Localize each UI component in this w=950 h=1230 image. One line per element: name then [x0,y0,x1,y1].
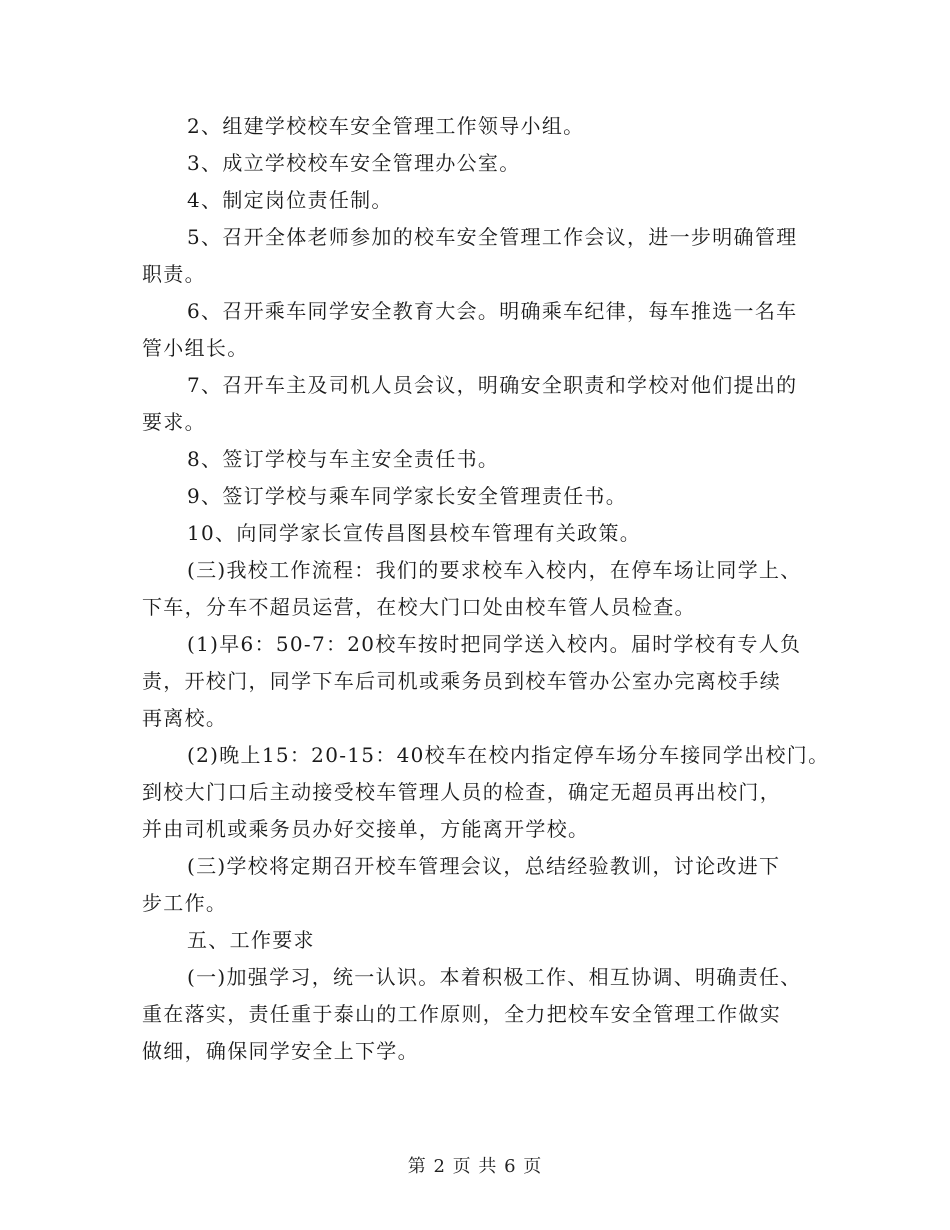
paragraph-line: 4、制定岗位责任制。 [187,188,393,212]
paragraph-item-10 [0,515,950,552]
paragraph-line: (三)学校将定期召开校车管理会议，总结经验教训，讨论改进下 [187,854,781,878]
paragraph-item-7 [0,367,950,441]
paragraph-line: 做细，确保同学安全上下学。 [142,1039,419,1063]
paragraph-line: (一)加强学习，统一认识。本着积极工作、相互协调、明确责任、 [187,965,802,989]
paragraph-line: 再离校。 [142,706,228,730]
paragraph-study [0,959,950,1070]
paragraph-line: 8、签订学校与车主安全责任书。 [187,447,500,471]
paragraph-line: 要求。 [142,410,206,434]
paragraph-item-8 [0,441,950,478]
paragraph-workflow [0,552,950,626]
paragraph-morning [0,626,950,737]
paragraph-line: 步工作。 [142,891,228,915]
paragraph-line: 管小组长。 [142,336,249,360]
paragraph-line: 责，开校门，同学下车后司机或乘务员到校车管办公室办完离校手续 [142,669,781,693]
paragraph-item-4 [0,182,950,219]
paragraph-line: 职责。 [142,262,206,286]
paragraph-line: 5、召开全体老师参加的校车安全管理工作会议，进一步明确管理 [187,225,798,249]
paragraph-line: 下车，分车不超员运营，在校大门口处由校车管人员检查。 [142,595,696,619]
paragraph-line: 9、签订学校与乘车同学家长安全管理责任书。 [187,484,628,508]
paragraph-item-6 [0,293,950,367]
paragraph-line: (1)早6：50-7：20校车按时把同学送入校内。届时学校有专人负 [187,632,802,656]
section-heading: 五、工作要求 [187,928,315,952]
page-number-footer: 第 2 页 共 6 页 [407,1156,543,1177]
paragraph-line: 到校大门口后主动接受校车管理人员的检查，确定无超员再出校门， [142,780,781,804]
paragraph-item-2 [0,108,950,145]
paragraph-line: 2、组建学校校车安全管理工作领导小组。 [187,114,585,138]
paragraph-evening [0,737,950,848]
paragraph-line: (三)我校工作流程：我们的要求校车入校内，在停车场让同学上、 [187,558,802,582]
paragraph-line: 10、向同学家长宣传昌图县校车管理有关政策。 [187,521,642,545]
paragraph-line: 重在落实，责任重于泰山的工作原则，全力把校车安全管理工作做实 [142,1002,781,1026]
paragraph-item-9 [0,478,950,515]
paragraph-line: 6、召开乘车同学安全教育大会。明确乘车纪律，每车推选一名车 [187,299,798,323]
paragraph-line: 3、成立学校校车安全管理办公室。 [187,151,521,175]
paragraph-item-5 [0,219,950,293]
paragraph-line: 7、召开车主及司机人员会议，明确安全职责和学校对他们提出的 [187,373,798,397]
paragraph-line: (2)晚上15：20-15：40校车在校内指定停车场分车接同学出校门。 [187,743,830,767]
paragraph-line: 并由司机或乘务员办好交接单，方能离开学校。 [142,817,590,841]
paragraph-item-3 [0,145,950,182]
document-body [0,108,950,1070]
paragraph-meeting [0,848,950,922]
section-heading-work-requirements [0,922,950,959]
